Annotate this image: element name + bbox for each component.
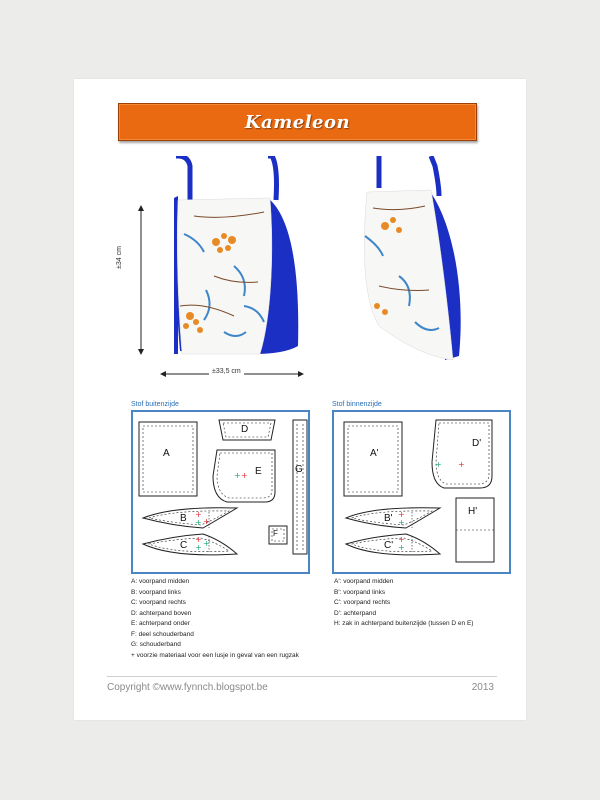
height-dimension-arrow [135,205,147,355]
outer-pattern-pieces [133,412,308,572]
legend-item: H: zak in achterpand buitenzijde (tussen D en E) [334,620,474,627]
footer-year: 2013 [471,682,494,693]
piece-label-c: C [180,540,188,551]
piece-label-d-prime: D' [472,438,482,449]
piece-label-g: G [295,464,303,475]
piece-g [293,420,307,554]
piece-b [143,508,237,528]
outer-pattern-panel [131,410,310,574]
piece-label-h-prime: H' [468,506,478,517]
piece-d-prime [432,420,492,488]
outer-legend [131,577,299,661]
piece-label-d: D [241,424,249,435]
legend-item: G: schouderband [131,641,181,648]
footer-copyright: Copyright ©www.fynnch.blogspot.be [107,682,268,693]
legend-item: B: voorpand links [131,588,181,596]
svg-text:+: + [195,543,202,552]
inner-pattern-panel [332,410,511,574]
piece-label-b: B [180,513,187,524]
piece-label-c-prime: C' [384,540,394,551]
outer-fabric-heading: Stof buitenzijde [131,401,179,408]
svg-text:+: + [241,471,248,480]
piece-a-prime [344,422,402,496]
legend-item: A: voorpand midden [131,578,190,585]
inner-pattern-pieces [334,412,509,572]
inner-legend [334,577,473,630]
footer-divider [107,676,497,677]
pattern-page [74,79,526,720]
svg-text:+: + [398,510,405,519]
width-dimension-label: ±33,5 cm [209,368,244,375]
legend-item: D: achterpand boven [131,609,192,617]
legend-item: D': achterpand [334,609,377,617]
svg-text:+: + [195,510,202,519]
legend-item: A': voorpand midden [334,578,394,585]
svg-text:+: + [195,518,202,527]
svg-text:+: + [195,535,202,544]
svg-text:+: + [234,471,241,480]
piece-label-f: F [273,529,278,538]
legend-item: C': voorpand rechts [334,599,391,606]
legend-item: E: achterpand onder [131,620,190,627]
svg-text:+: + [458,460,465,469]
svg-text:+: + [435,460,442,469]
bag-front-photo [174,156,302,356]
piece-label-a: A [163,448,170,459]
piece-c [143,534,237,555]
svg-text:+: + [203,539,210,548]
bag-side-photo [359,156,469,364]
svg-text:+: + [203,517,210,526]
legend-item: F: deel schouderband [131,630,194,638]
piece-label-a-prime: A' [370,448,379,459]
svg-text:+: + [398,535,405,544]
title-banner [118,103,477,141]
svg-text:+: + [398,518,405,527]
legend-item: C: voorpand rechts [131,599,186,606]
piece-b-prime [346,508,440,528]
piece-label-e: E [255,466,262,477]
page-title: Kameleon [244,111,351,133]
legend-item: B': voorpand links [334,588,386,596]
inner-fabric-heading: Stof binnenzijde [332,401,382,408]
piece-a [139,422,197,496]
piece-label-b-prime: B' [384,513,393,524]
legend-item: + voorzie materiaal voor een lusje in geval van een rugzak [131,651,299,659]
height-dimension-label: ±34 cm [116,246,123,269]
svg-text:+: + [398,543,405,552]
